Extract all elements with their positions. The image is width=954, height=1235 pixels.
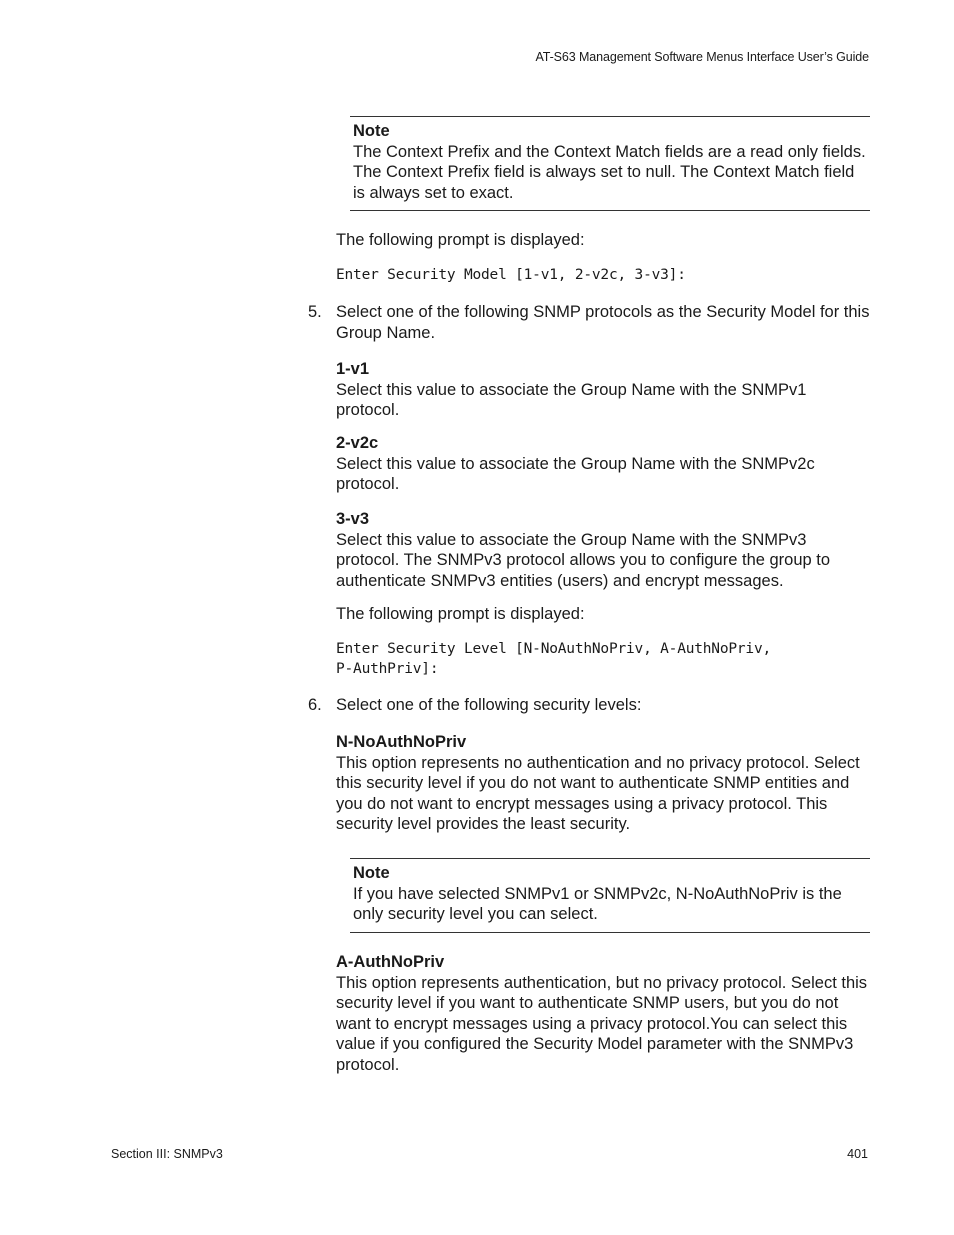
level-n-noauthnopriv — [336, 732, 870, 835]
running-header: AT-S63 Management Software Menus Interface User’s Guide — [535, 50, 869, 64]
option-term: 3-v3 — [336, 510, 370, 528]
cli-prompt-line: P-AuthPriv]: — [336, 660, 439, 677]
cli-prompt-line: Enter Security Level [N-NoAuthNoPriv, A-AuthNoPriv, — [336, 641, 772, 657]
option-3-v3 — [336, 509, 870, 591]
level-term: A-AuthNoPriv — [336, 953, 445, 971]
step-number: 5. — [308, 303, 322, 321]
note-text: If you have selected SNMPv1 or SNMPv2c, N-NoAuthNoPriv is the only security level you can select. — [353, 884, 842, 923]
note-box — [350, 858, 870, 933]
option-desc: Select this value to associate the Group Name with the SNMPv3 protocol. The SNMPv3 protocol allows you to configure the group to authenticate SNMPv3 entities (users) and encrypt messages. — [336, 530, 831, 590]
footer-page-number: 401 — [847, 1147, 868, 1161]
option-term: 2-v2c — [336, 434, 379, 452]
prompt-intro: The following prompt is displayed: — [336, 605, 585, 623]
option-term: 1-v1 — [336, 360, 370, 378]
level-a-authnopriv — [336, 952, 870, 1075]
level-term: N-NoAuthNoPriv — [336, 733, 467, 751]
level-desc: This option represents authentication, but no privacy protocol. Select this security level if you want to authenticate SNMP users, but you do not want to encrypt messages using a privacy protocol.You can select this value if you configured the Security Model parameter with the SNMPv3 protocol. — [336, 973, 868, 1074]
note-box — [350, 116, 870, 211]
option-desc: Select this value to associate the Group Name with the SNMPv2c protocol. — [336, 454, 815, 493]
option-1-v1 — [336, 359, 870, 421]
cli-prompt-security-level — [336, 640, 870, 679]
step-text: Select one of the following security levels: — [336, 696, 642, 714]
option-desc: Select this value to associate the Group Name with the SNMPv1 protocol. — [336, 380, 807, 419]
step-text: Select one of the following SNMP protocols as the Security Model for this Group Name. — [336, 303, 870, 342]
note-text: The Context Prefix and the Context Match fields are a read only fields. The Context Prefix field is always set to null. The Context Match field is always set to exact. — [353, 142, 866, 202]
note-title: Note — [353, 864, 390, 882]
note-title: Note — [353, 122, 390, 140]
level-desc: This option represents no authentication and no privacy protocol. Select this security level if you do not want to authenticate SNMP entities and you do not want to encrypt messages using a privacy protocol. This security level provides the least security. — [336, 753, 860, 833]
step-number: 6. — [308, 696, 322, 714]
option-2-v2c — [336, 433, 870, 495]
prompt-intro: The following prompt is displayed: — [336, 231, 585, 249]
cli-prompt-security-model: Enter Security Model [1-v1, 2-v2c, 3-v3]: — [336, 267, 686, 283]
footer-section: Section III: SNMPv3 — [111, 1147, 223, 1161]
